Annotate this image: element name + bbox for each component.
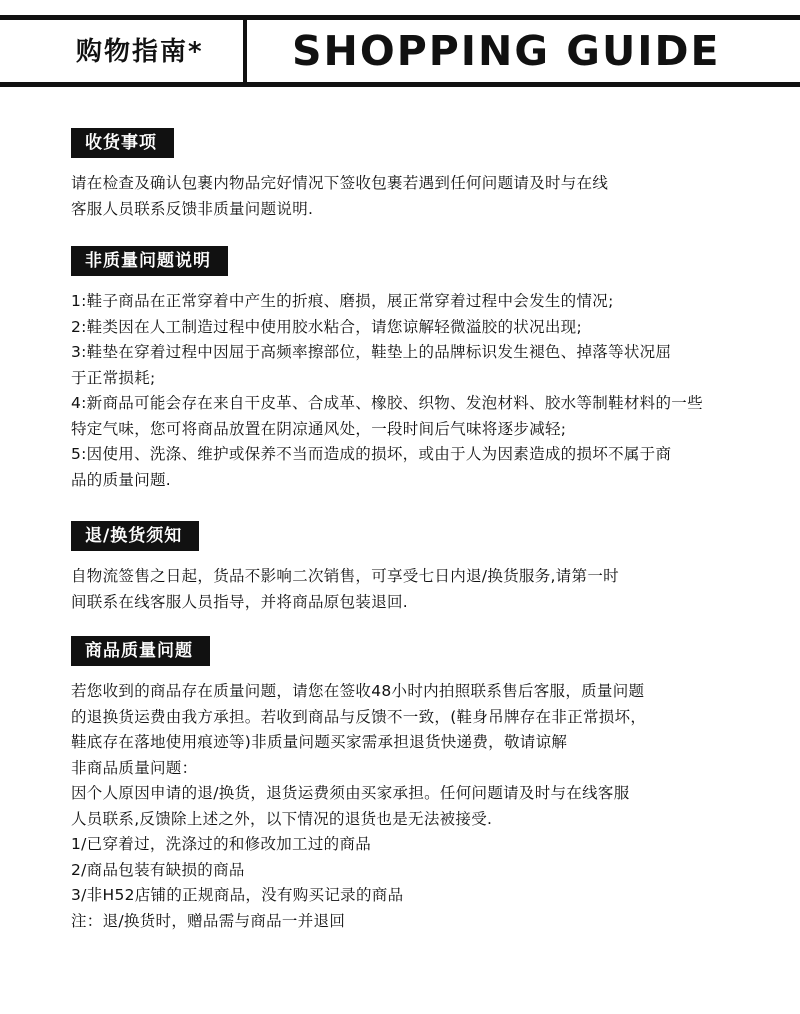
section-quality-issues: [71, 636, 731, 934]
text-line: 2/商品包装有缺损的商品: [71, 860, 245, 879]
text-line: 5:因使用、洗涤、维护或保养不当而造成的损坏，或由于人为因素造成的损坏不属于商: [71, 445, 672, 463]
section-body: [71, 171, 731, 222]
text-line: 3:鞋垫在穿着过程中因屈于高频率擦部位，鞋垫上的品牌标识发生褪色、掉落等状况屈: [71, 343, 672, 361]
section-title: 商品质量问题: [71, 636, 210, 666]
section-non-quality-issues: [71, 246, 731, 493]
text-line: 特定气味，您可将商品放置在阴凉通风处，一段时间后气味将逐步减轻;: [71, 419, 567, 438]
text-line: 注：退/换货时，赠品需与商品一并退回: [71, 911, 346, 930]
text-line: 于正常损耗;: [71, 368, 156, 387]
header-title-cn: 购物指南*: [76, 37, 204, 67]
text-line: 2:鞋类因在人工制造过程中使用胶水粘合，请您谅解轻微溢胶的状况出现;: [71, 317, 583, 336]
text-line: 客服人员联系反馈非质量问题说明.: [71, 199, 314, 218]
section-title: 退/换货须知: [71, 521, 199, 551]
text-line: 1/已穿着过，洗涤过的和修改加工过的商品: [71, 835, 372, 853]
header-divider: [243, 20, 247, 82]
page-header: [0, 15, 800, 87]
text-line: 1:鞋子商品在正常穿着中产生的折痕、磨损，展正常穿着过程中会发生的情况;: [71, 292, 614, 310]
text-line: 若您收到的商品存在质量问题，请您在签收48小时内拍照联系售后客服，质量问题: [71, 682, 645, 700]
text-line: 品的质量问题.: [71, 470, 172, 489]
section-body: [71, 289, 731, 493]
section-body: [71, 679, 731, 934]
section-title: 非质量问题说明: [71, 246, 228, 276]
text-line: 人员联系,反馈除上述之外，以下情况的退货也是无法被接受.: [71, 809, 493, 828]
section-receiving: [71, 128, 731, 222]
text-line: 非商品质量问题：: [71, 758, 198, 777]
text-line: 因个人原因申请的退/换货，退货运费须由买家承担。任何问题请及时与在线客服: [71, 784, 630, 802]
text-line: 3/非H52店铺的正规商品，没有购买记录的商品: [71, 886, 404, 904]
text-line: 间联系在线客服人员指导，并将商品原包装退回.: [71, 592, 409, 611]
section-body: [71, 564, 731, 615]
text-line: 的退换货运费由我方承担。若收到商品与反馈不一致，(鞋身吊牌存在非正常损坏，: [71, 707, 647, 726]
section-title: 收货事项: [71, 128, 174, 158]
text-line: 4:新商品可能会存在来自干皮革、合成革、橡胶、织物、发泡材料、胶水等制鞋材料的一些: [71, 394, 703, 412]
header-title-en: SHOPPING GUIDE: [292, 27, 721, 75]
section-return-exchange: [71, 521, 731, 615]
text-line: 自物流签售之日起，货品不影响二次销售，可享受七日内退/换货服务,请第一时: [71, 567, 619, 585]
text-line: 请在检查及确认包裹内物品完好情况下签收包裹若遇到任何问题请及时与在线: [71, 174, 609, 192]
text-line: 鞋底存在落地使用痕迹等)非质量问题买家需承担退货快递费，敬请谅解: [71, 733, 568, 751]
